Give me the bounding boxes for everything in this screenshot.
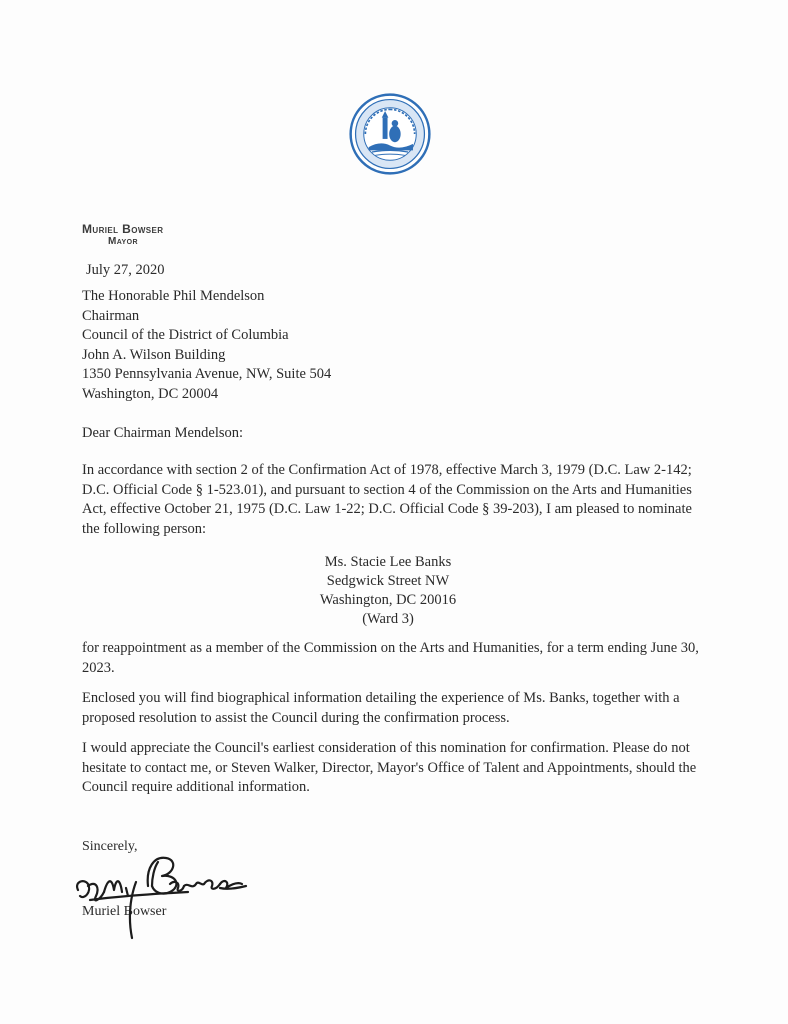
recipient-line: John A. Wilson Building [82, 346, 226, 363]
body-paragraph-3: Enclosed you will find biographical information detailing the experience of Ms. Banks, together with a proposed resolution to assist the Council during the confirmation process. [82, 690, 680, 726]
nominee-line: Sedgwick Street NW [326, 573, 450, 589]
letterhead-name: Muriel Bowser [82, 222, 164, 236]
recipient-line: Chairman [82, 307, 140, 324]
body-paragraph-4: I would appreciate the Council's earliest consideration of this nomination for confirmation. Please do not hesitate to contact me, or Steven Walker, Director, Mayor's Office of Talent and Appointments, should the Council require additional information. [82, 740, 697, 795]
nominee-line: (Ward 3) [362, 611, 414, 627]
nominee-block [250, 553, 526, 629]
letter-date: July 27, 2020 [86, 262, 165, 278]
letterhead-title: Mayor [108, 236, 138, 247]
body-paragraph-1: In accordance with section 2 of the Confirmation Act of 1978, effective March 3, 1979 (D.C. Law 2-142; D.C. Official Code § 1-523.01), and pursuant to section 4 of the Commission on the Arts and Humanities Act, effective October 21, 1975 (D.C. Law 1-22; D.C. Official Code § 39-203), I am pleased to nominate the following person: [82, 462, 692, 537]
recipient-line: The Honorable Phil Mendelson [82, 288, 265, 304]
signer-name: Muriel Bowser [82, 904, 167, 919]
salutation: Dear Chairman Mendelson: [82, 425, 244, 441]
nominee-line: Ms. Stacie Lee Banks [324, 554, 452, 570]
handwritten-signature-icon [70, 838, 270, 943]
recipient-address [82, 287, 331, 404]
letterhead [82, 222, 163, 248]
body-paragraph-2: for reappointment as a member of the Commission on the Arts and Humanities, for a term ending June 30, 2023. [82, 640, 699, 676]
nominee-line: Washington, DC 20016 [319, 592, 457, 608]
dc-seal-icon [349, 93, 431, 175]
recipient-line: 1350 Pennsylvania Avenue, NW, Suite 504 [82, 366, 332, 382]
recipient-line: Council of the District of Columbia [82, 327, 289, 343]
recipient-line: Washington, DC 20004 [82, 385, 219, 402]
closing: Sincerely, [82, 839, 138, 854]
